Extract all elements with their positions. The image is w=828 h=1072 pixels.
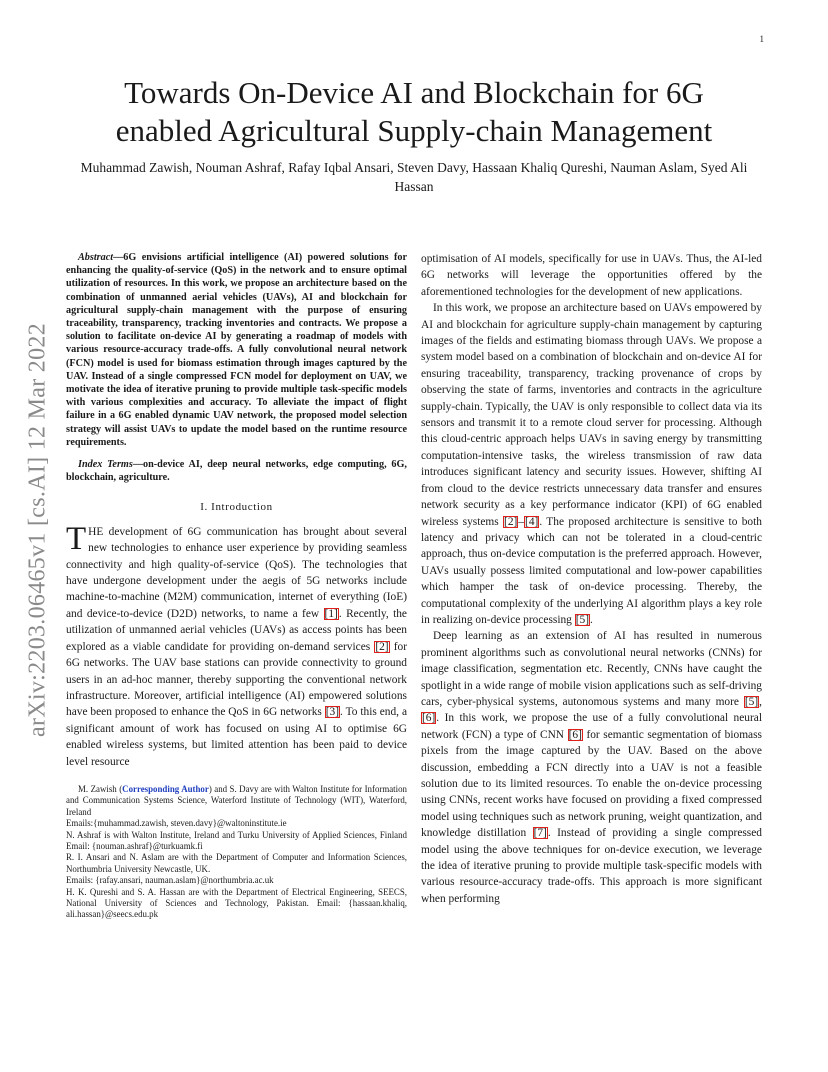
footnote-affiliation-2: N. Ashraf is with Walton Institute, Ireland and Turku University of Applied Sciences, Finland Email: {nouman.ashraf}@turkuamk.fi bbox=[66, 829, 407, 851]
arxiv-stamp bbox=[20, 290, 56, 770]
body-text: . Instead of providing a single compressed model using the above techniques for on-device execution, we leverage the idea of iterative pruning to provide multiple task-specific models with various resource-accuracy trade-offs. This approach is more significant when performing bbox=[421, 827, 762, 905]
footnote-text: ) and S. Davy are with Walton Institute for Information and Communication Systems Science, Waterford Institute of Technology (WIT), Waterford, Ireland bbox=[66, 783, 407, 817]
footnote-email-1: Emails:{muhammad.zawish, steven.davy}@waltoninstitute.ie bbox=[66, 818, 287, 829]
intro-paragraph bbox=[66, 520, 407, 770]
citation-link[interactable]: [5] bbox=[575, 613, 590, 626]
citation-link[interactable]: [6] bbox=[568, 728, 582, 741]
body-paragraph-3 bbox=[421, 628, 762, 907]
body-text: – bbox=[518, 515, 525, 528]
arxiv-identifier: arXiv:2203.06465v1 [cs.AI] 12 Mar 2022 bbox=[24, 323, 51, 737]
index-terms-label: Index Terms bbox=[78, 459, 133, 471]
body-text: , bbox=[759, 695, 762, 708]
body-text: for semantic segmentation of biomass pixels from the image captured by the UAV. Based on the above discussion, embedding a FCN directly into a UAV is not a feasible solution due to its limited resources. To enable the on-device processing using CNNs, recent works have focused on providing a fixed compressed model using techniques such as network pruning, weight quantization, and knowledge distillation bbox=[421, 728, 762, 840]
index-terms-text: on-device AI, deep neural networks, edge computing, 6G, blockchain, agriculture. bbox=[66, 459, 407, 484]
intro-text-lead: HE development of 6G communication has brought about several new technologies to enhance user experience by providing seamless connectivity and high quality-of-service (QoS). The technologies that have undergone development under the aegis of 5G networks include machine-to-machine (M2M) communication, internet of everything (IoE) and device-to-device (D2D) networks, to name a few bbox=[66, 525, 407, 620]
citation-link[interactable]: [4] bbox=[525, 515, 539, 528]
right-column bbox=[421, 251, 762, 907]
footnote-email-3: Emails: {rafay.ansari, nauman.aslam}@northumbria.ac.uk bbox=[66, 875, 274, 886]
paper-title: Towards On-Device AI and Blockchain for 6G enabled Agricultural Supply-chain Management bbox=[115, 75, 713, 148]
footnote-affiliation-4: H. K. Qureshi and S. A. Hassan are with the Department of Electrical Engineering, SEECS, National University of Sciences and Technology, Pakistan. Email: {hassaan.khaliq, ali.hassan}@seecs.edu.pk bbox=[66, 886, 407, 920]
footnote-affiliation-1 bbox=[66, 784, 407, 818]
body-text: . In this work, we propose the use of a fully convolutional neural network (FCN) a type of CNN bbox=[421, 712, 762, 741]
citation-link[interactable]: [5] bbox=[744, 695, 759, 708]
abstract: Abstract—6G envisions artificial intelligence (AI) powered solutions for enhancing the quality-of-service (QoS) in the network and to ensure optimal utilization of resources. In this work, we propose an architecture based on the combination of unmanned aerial vehicles (UAVs), AI and blockchain for agricultural supply-chain management with the purpose of ensuring traceability, transparency, tracking inventories and contracts. We propose a solution to facilitate on-device AI by generating a roadmap of models with various resource-accuracy trade-offs. A fully convolutional neural network (FCN) model is used for biomass estimation through images captured by the UAV. Instead of a single compressed FCN model for deployment on UAV, we motivate the idea of iterative pruning to provide multiple task-specific models with various complexities and accuracy. To alleviate the impact of flight failure in a 6G enabled dynamic UAV network, the proposed model selection strategy will assist UAVs to update the model based on the runtime resource requirements. bbox=[66, 252, 407, 448]
footnote-text: M. Zawish ( bbox=[78, 783, 123, 794]
abstract-text: 6G envisions artificial intelligence (AI) powered solutions for enhancing the quality-of-service (QoS) in the network and to ensure optimal utilization of resources. In this work, we propose an architecture based on the combination of unmanned aerial vehicles (UAVs), AI and blockchain for agricultural supply-chain management with the purpose of ensuring traceability, transparency, tracking inventories and contracts. We propose a solution to facilitate on-device AI by generating a roadmap of models with various resource-accuracy trade-offs. A fully convolutional neural network (FCN) model is used for biomass estimation through images captured by the UAV. Instead of a single compressed FCN model for deployment on UAV, we motivate the idea of iterative pruning to provide multiple task-specific models with various complexities and accuracy. To alleviate the impact of flight failure in a 6G enabled dynamic UAV network, the proposed model selection strategy will assist UAVs to update the model based on the runtime resource requirements. bbox=[66, 252, 407, 448]
corresponding-author-link[interactable]: Corresponding Author bbox=[122, 783, 209, 794]
page-number: 1 bbox=[759, 34, 764, 44]
section-heading-text: I. Introduction bbox=[200, 501, 273, 514]
citation-link[interactable]: [2] bbox=[375, 640, 389, 653]
body-paragraph-1: optimisation of AI models, specifically for use in UAVs. Thus, the AI-led 6G networks will leverage the opportunities offered by the aforementioned technologies for the development of new applications. bbox=[421, 253, 762, 298]
abstract-label: Abstract bbox=[78, 252, 114, 263]
citation-link[interactable]: [3] bbox=[325, 706, 340, 719]
citation-link[interactable]: [7] bbox=[533, 827, 547, 840]
footnote-affiliation-3: R. I. Ansari and N. Aslam are with the Department of Computer and Information Sciences, Northumbria University Newcastle, UK. bbox=[66, 852, 407, 874]
body-text: In this work, we propose an architecture based on UAVs empowered by AI and blockchain for agriculture supply-chain management by capturing images of the fields and estimating biomass through UAVs. We propose a system model based on a combination of blockchain and on-device AI for ensuring traceability, transparency, tracking provenance of crops by observing the state of farms, inventories and contracts in the agriculture supply-chain. Typically, the UAV is only responsible to collect data via its sensors and transmit it to a remote cloud server for processing. Although this cloud-centric approach helps UAVs in saving energy by transmitting computation-intensive tasks, the wireless transmission of raw data introduces significant latency and security issues. However, shifting AI from cloud to the device restricts unnecessary data transfer and ensures network security as a key performance indicator (KPI) of 6G enabled wireless systems bbox=[421, 302, 762, 528]
citation-link[interactable]: [1] bbox=[324, 607, 338, 620]
body-paragraph-2 bbox=[421, 300, 762, 628]
body-text: . The proposed architecture is sensitive to both latency and privacy which can not be tolerated in a cloud-centric approach, thus on-device computation is the preferred approach. However, UAVs usually possess limited computational and low-power capabilities which hamper the task of on-device processing. Thereby, the computational complexity of the underlying AI algorithm plays a key role in realizing on-device processing bbox=[421, 515, 762, 626]
intro-text-mid2: for 6G networks. The UAV base stations can provide connectivity to ground users in an ad-hoc manner, thereby supporting the conventional network infrastructure. Moreover, artificial intelligence (AI) empowered solutions have been proposed to enhance the QoS in 6G networks bbox=[66, 640, 407, 719]
section-heading-introduction bbox=[66, 499, 407, 515]
intro-text-tail: . To this end, a significant amount of work has focused on using AI to optimise 6G enabled wireless systems, but limited attention has been paid to device level resource bbox=[66, 706, 407, 768]
citation-link[interactable]: [6] bbox=[422, 712, 436, 725]
drop-cap: T bbox=[66, 520, 87, 557]
body-text: Deep learning as an extension of AI has resulted in numerous prominent algorithms such as convolutional neural networks (CNNs) for image classification, segmentation etc. Recently, CNNs have caught the spotlight in a wide range of mobile vision applications such as self-driving cars, cyber-physical systems, autonomous systems and many more bbox=[421, 630, 762, 708]
author-list: Muhammad Zawish, Nouman Ashraf, Rafay Iqbal Ansari, Steven Davy, Hassaan Khaliq Qureshi, Nauman Aslam, Syed Ali Hassan bbox=[80, 160, 748, 194]
index-terms: Index Terms—on-device AI, deep neural networks, edge computing, 6G, blockchain, agriculture. bbox=[66, 459, 407, 484]
intro-text-mid1: . Recently, the utilization of unmanned aerial vehicles (UAVs) as access points has been explored as a viable candidate for providing on-demand services bbox=[66, 607, 407, 653]
body-text: . bbox=[590, 613, 593, 626]
author-footnotes bbox=[66, 784, 407, 921]
citation-link[interactable]: [2] bbox=[504, 515, 518, 528]
left-column bbox=[66, 251, 407, 921]
